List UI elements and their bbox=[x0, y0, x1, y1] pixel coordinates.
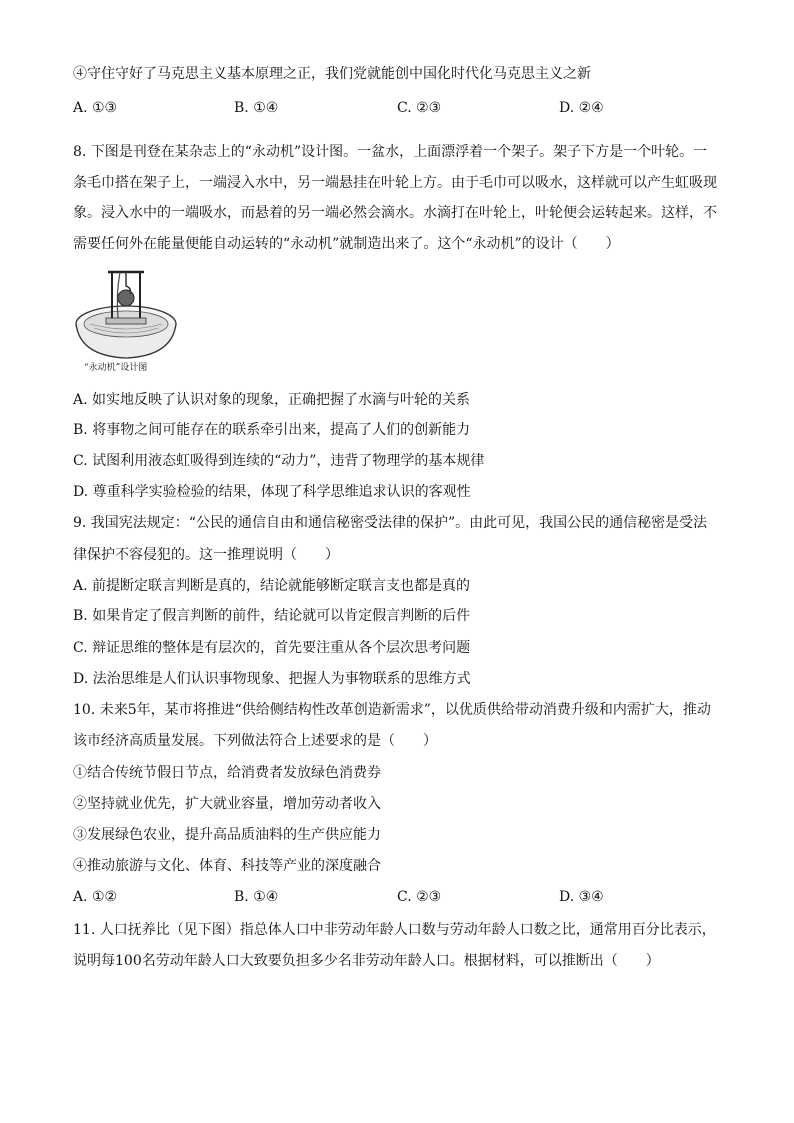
q10-item-1: ①结合传统节假日节点，给消费者发放绿色消费券 bbox=[73, 765, 381, 781]
q8-option-d: D. 尊重科学实验检验的结果，体现了科学思维追求认识的客观性 bbox=[73, 484, 471, 500]
q8-stem-4: 需要任何外在能量便能自动运转的“永动机”就制造出来了。这个“永动机”的设计（ ） bbox=[73, 236, 620, 252]
q11-stem-2: 说明每100名劳动年龄人口大致要负担多少名非劳动年龄人口。根据材料，可以推断出（ ） bbox=[73, 953, 660, 969]
q7-option-c: C. ②③ bbox=[397, 100, 442, 116]
q9-option-c: C. 辩证思维的整体是有层次的，首先要注重从各个层次思考问题 bbox=[73, 640, 471, 656]
q11-stem-1: 11. 人口抚养比（见下图）指总体人口中非劳动年龄人口数与劳动年龄人口数之比，通常用百分比表示， bbox=[73, 922, 716, 938]
q9-stem-2: 律保护不容侵犯的。这一推理说明（ ） bbox=[73, 547, 339, 563]
figure-caption: “永动机”设计图 bbox=[84, 363, 148, 373]
q10-stem-2: 该市经济高质量发展。下列做法符合上述要求的是（ ） bbox=[73, 733, 437, 749]
perpetual-motion-figure bbox=[70, 264, 182, 376]
q8-option-b: B. 将事物之间可能存在的联系牵引出来，提高了人们的创新能力 bbox=[73, 422, 471, 438]
line-q7-item4: ④守住守好了马克思主义基本原理之正，我们党就能创中国化时代化马克思主义之新 bbox=[73, 66, 591, 82]
q10-option-c: C. ②③ bbox=[397, 889, 442, 905]
q10-item-4: ④推动旅游与文化、体育、科技等产业的深度融合 bbox=[73, 858, 381, 874]
q7-option-a: A. ①③ bbox=[73, 100, 118, 116]
q7-option-d: D. ②④ bbox=[559, 100, 604, 116]
q8-stem-3: 象。浸入水中的一端吸水，而悬着的另一端必然会滴水。水滴打在叶轮上，叶轮便会运转起来。这样，不 bbox=[73, 205, 717, 221]
q8-stem-1: 8. 下图是刊登在某杂志上的“永动机”设计图。一盆水，上面漂浮着一个架子。架子下方是一个叶轮。一 bbox=[73, 144, 708, 160]
q10-option-b: B. ①④ bbox=[234, 889, 279, 905]
q10-item-2: ②坚持就业优先，扩大就业容量，增加劳动者收入 bbox=[73, 796, 381, 812]
q10-option-a: A. ①② bbox=[73, 889, 118, 905]
q10-option-d: D. ③④ bbox=[559, 889, 604, 905]
q9-option-d: D. 法治思维是人们认识事物现象、把握人为事物联系的思维方式 bbox=[73, 671, 471, 687]
q10-item-3: ③发展绿色农业，提升高品质油料的生产供应能力 bbox=[73, 827, 381, 843]
q9-stem-1: 9. 我国宪法规定：“公民的通信自由和通信秘密受法律的保护”。由此可见，我国公民的通信秘密是受法 bbox=[73, 515, 708, 531]
q10-stem-1: 10. 未来5年，某市将推进“供给侧结构性改革创造新需求”，以优质供给带动消费升级和内需扩大，推动 bbox=[73, 702, 711, 718]
q9-option-b: B. 如果肯定了假言判断的前件，结论就可以肯定假言判断的后件 bbox=[73, 608, 471, 624]
q8-option-a: A. 如实地反映了认识对象的现象，正确把握了水滴与叶轮的关系 bbox=[73, 392, 471, 408]
q8-stem-2: 条毛巾搭在架子上，一端浸入水中，另一端悬挂在叶轮上方。由于毛巾可以吸水，这样就可以产生虹吸现 bbox=[73, 175, 717, 191]
q8-option-c: C. 试图利用液态虹吸得到连续的“动力”，违背了物理学的基本规律 bbox=[73, 453, 485, 469]
q7-option-b: B. ①④ bbox=[234, 100, 279, 116]
q9-option-a: A. 前提断定联言判断是真的，结论就能够断定联言支也都是真的 bbox=[73, 578, 471, 594]
